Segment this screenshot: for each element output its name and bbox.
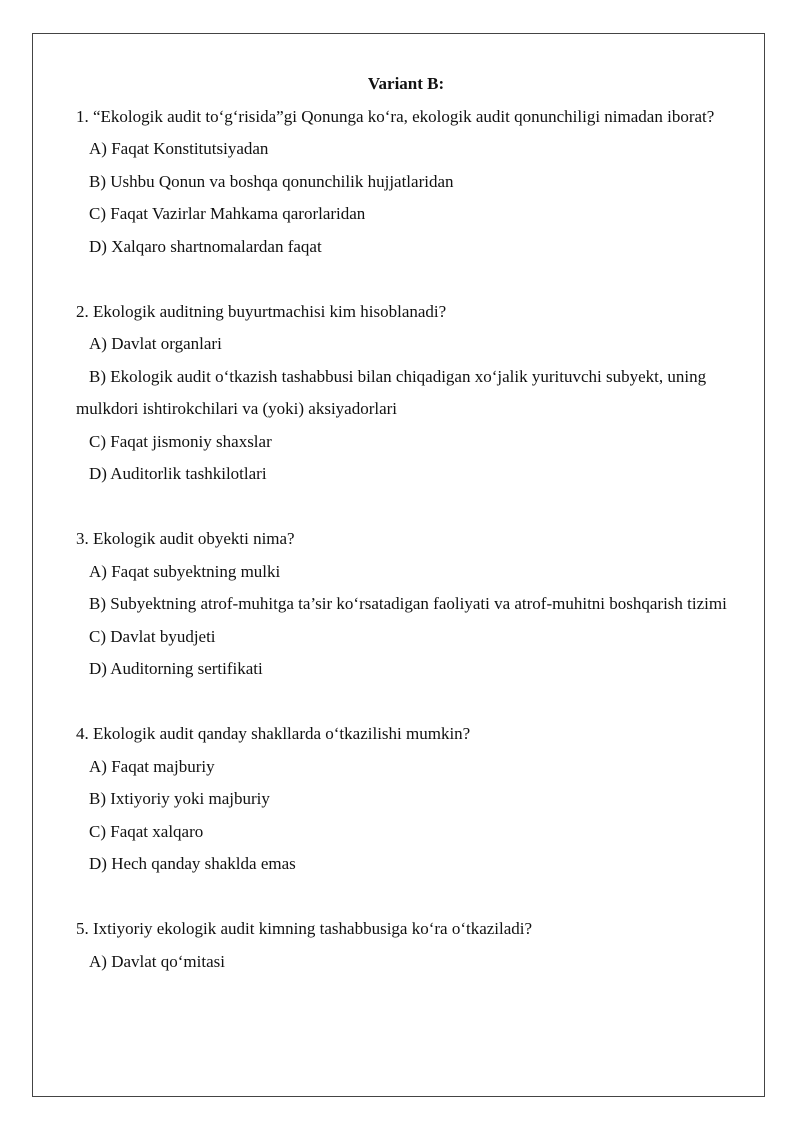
option-b: B) Ixtiyoriy yoki majburiy — [89, 789, 270, 808]
question-3 — [76, 523, 736, 686]
option-d: D) Xalqaro shartnomalardan faqat — [89, 236, 322, 256]
spacer — [76, 491, 736, 524]
option-d: D) Auditorlik tashkilotlari — [89, 464, 267, 483]
option-d: D) Hech qanday shaklda emas — [89, 854, 296, 873]
option-c: C) Davlat byudjeti — [89, 626, 216, 646]
question-text: 5. Ixtiyoriy ekologik audit kimning tashabbusiga ko‘ra o‘tkaziladi? — [76, 919, 533, 938]
question-5 — [76, 913, 736, 978]
question-text: 1. “Ekologik audit to‘g‘risida”gi Qonunga ko‘ra, ekologik audit qonunchiligi nimadan iborat? — [76, 106, 715, 126]
option-c: C) Faqat xalqaro — [89, 821, 204, 841]
option-b: B) Subyektning atrof-muhitga ta’sir ko‘rsatadigan faoliyati va atrof-muhitni boshqarish tizimi — [89, 594, 727, 613]
option-d: D) Auditorning sertifikati — [89, 659, 263, 678]
option-b: B) Ushbu Qonun va boshqa qonunchilik hujjatlaridan — [89, 171, 454, 191]
spacer — [76, 686, 736, 719]
spacer — [76, 881, 736, 914]
question-text: 4. Ekologik audit qanday shakllarda o‘tkazilishi mumkin? — [76, 724, 471, 743]
option-c: C) Faqat Vazirlar Mahkama qarorlaridan — [89, 204, 366, 223]
question-1 — [76, 101, 736, 264]
option-a: A) Faqat majburiy — [89, 756, 215, 776]
option-b: B) Ekologik audit o‘tkazish tashabbusi bilan chiqadigan xo‘jalik yurituvchi subyekt, uning mulkdori ishtirokchilari va (yoki) aksiyadorlari — [76, 366, 707, 418]
option-a: A) Faqat Konstitutsiyadan — [89, 139, 269, 158]
question-text: 2. Ekologik auditning buyurtmachisi kim hisoblanadi? — [76, 301, 447, 321]
spacer — [76, 263, 736, 296]
question-text: 3. Ekologik audit obyekti nima? — [76, 529, 295, 548]
option-a: A) Faqat subyektning mulki — [89, 561, 281, 581]
question-4 — [76, 718, 736, 881]
option-a: A) Davlat organlari — [89, 334, 222, 353]
option-c: C) Faqat jismoniy shaxslar — [89, 431, 272, 451]
document-title: Variant B: — [367, 74, 445, 93]
document-body — [76, 68, 736, 978]
question-2 — [76, 296, 736, 491]
option-a: A) Davlat qo‘mitasi — [89, 951, 225, 971]
